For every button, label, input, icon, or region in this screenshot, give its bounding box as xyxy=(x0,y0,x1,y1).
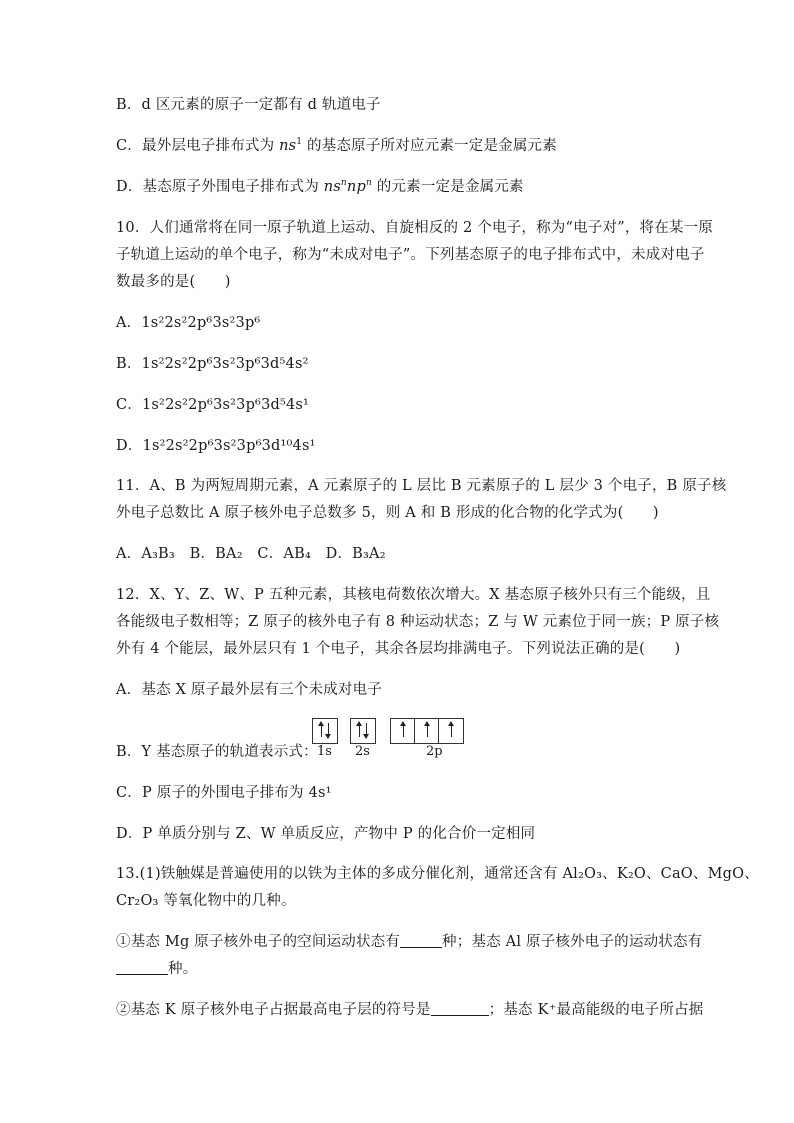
question-11-options: A．A₃B₃ B．BA₂ C．AB₄ D．B₃A₂ xyxy=(116,546,386,562)
answer-blank-2[interactable] xyxy=(116,960,168,975)
option-9b: B．d 区元素的原子一定都有 d 轨道电子 xyxy=(116,97,381,113)
orbital-label-1s: 1s xyxy=(317,744,332,759)
question-10-line-2: 子轨道上运动的单个电子，称为“未成对电子”。下列基态原子的电子排布式中，未成对电子 xyxy=(116,247,705,263)
question-13-line-1: 13.(1)铁触媒是普遍使用的以铁为主体的多成分催化剂，通常还含有 Al₂O₃、K₂O、CaO、MgO、 xyxy=(116,866,759,882)
orbital-1s xyxy=(312,718,338,744)
option-9c: C．最外层电子排布式为 $ns^1$ 的基态原子所对应元素一定是金属元素 xyxy=(116,137,557,154)
answer-blank-3[interactable] xyxy=(431,1001,489,1016)
question-13-line-2: Cr₂O₃ 等氧化物中的几种。 xyxy=(116,893,296,909)
question-13-line-4: 种。 xyxy=(116,959,682,979)
orbital-2s xyxy=(350,718,376,744)
option-12a: A．基态 X 原子最外层有三个未成对电子 xyxy=(116,682,383,698)
option-12d: D．P 单质分别与 Z、W 单质反应，产物中 P 的化合价一定相同 xyxy=(116,826,536,842)
question-10-line-3: 数最多的是( ) xyxy=(116,274,231,290)
question-11-line-1: 11．A、B 为两短周期元素，A 元素原子的 L 层比 B 元素原子的 L 层少 3 个电子，B 原子核 xyxy=(116,478,727,494)
question-12-line-2: 各能级电子数相等；Z 原子的核外电子有 8 种运动状态；Z 与 W 元素位于同一族；P 原子核 xyxy=(116,614,720,630)
question-10-line-1: 10．人们通常将在同一原子轨道上运动、自旋相反的 2 个电子，称为“电子对”，将在某一原 xyxy=(116,220,714,236)
option-12b: B．Y 基态原子的轨道表示式： xyxy=(116,744,318,760)
question-12-line-1: 12．X、Y、Z、W、P 五种元素，其核电荷数依次增大。X 基态原子核外只有三个能级，且 xyxy=(116,587,711,603)
option-9d: D．基态原子外围电子排布式为 $ns^nnp^n$ 的元素一定是金属元素 xyxy=(116,178,524,195)
orbital-2p xyxy=(390,718,464,744)
orbital-label-2p: 2p xyxy=(426,744,443,759)
question-12-line-3: 外有 4 个能层，最外层只有 1 个电子，其余各层均排满电子。下列说法正确的是( ) xyxy=(116,641,681,657)
option-10c: C．1s²2s²2p⁶3s²3p⁶3d⁵4s¹ xyxy=(116,397,310,413)
orbital-label-2s: 2s xyxy=(355,744,370,759)
question-13-line-3: ①基态 Mg 原子核外电子的空间运动状态有 种；基态 Al 原子核外电子的运动状态有 xyxy=(116,934,703,950)
orbital-diagram xyxy=(312,718,512,766)
option-10d: D．1s²2s²2p⁶3s²3p⁶3d¹⁰4s¹ xyxy=(116,438,316,454)
option-12c: C．P 原子的外围电子排布为 4s¹ xyxy=(116,785,332,801)
option-10b: B．1s²2s²2p⁶3s²3p⁶3d⁵4s² xyxy=(116,356,309,372)
option-10a: A．1s²2s²2p⁶3s²3p⁶ xyxy=(116,315,261,331)
question-11-line-2: 外电子总数比 A 原子核外电子总数多 5，则 A 和 B 形成的化合物的化学式为( ) xyxy=(116,505,659,521)
question-13-line-5: ②基态 K 原子核外电子占据最高电子层的符号是 ；基态 K⁺最高能级的电子所占据 xyxy=(116,1002,704,1018)
answer-blank-1[interactable] xyxy=(400,933,442,948)
